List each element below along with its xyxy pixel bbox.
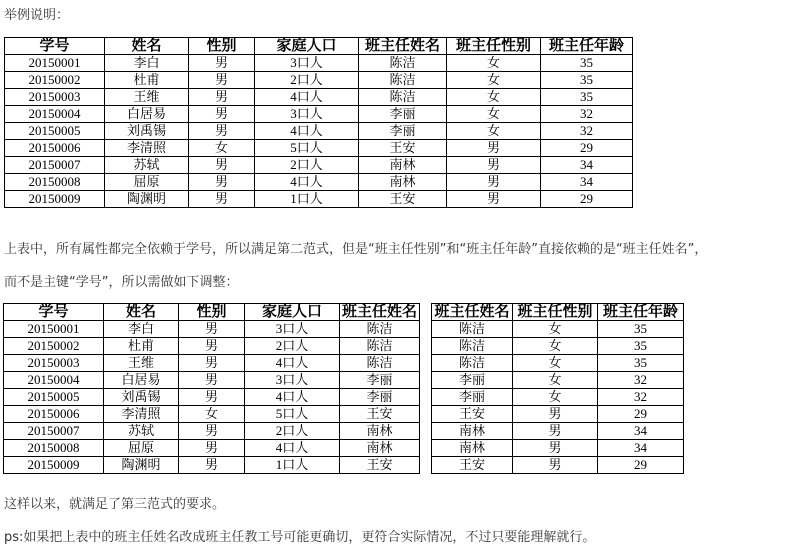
- table-cell: 35: [541, 55, 633, 72]
- ps-note: ps:如果把上表中的班主任姓名改成班主任教工号可能更确切，更符合实际情况，不过只要能理解就行。: [4, 530, 596, 545]
- table-cell: 男: [189, 123, 255, 140]
- table-row: [432, 440, 684, 457]
- table-row: [4, 406, 420, 423]
- column-header: 家庭人口: [255, 38, 359, 55]
- table-row: [5, 191, 633, 208]
- table-cell: 屈原: [105, 174, 189, 191]
- table-cell: 男: [513, 423, 598, 440]
- table-cell: 女: [513, 355, 598, 372]
- table-cell: 20150002: [5, 72, 105, 89]
- table-cell: 男: [179, 423, 245, 440]
- table-row: [432, 321, 684, 338]
- table-cell: 男: [179, 457, 245, 474]
- table-cell: 李白: [104, 321, 179, 338]
- table-cell: 男: [179, 321, 245, 338]
- table-row: [5, 123, 633, 140]
- table-cell: 男: [447, 140, 541, 157]
- table-cell: 4口人: [255, 123, 359, 140]
- table-cell: 32: [541, 106, 633, 123]
- table-cell: 王维: [105, 89, 189, 106]
- table-cell: 32: [598, 372, 684, 389]
- table-cell: 20150009: [5, 191, 105, 208]
- table-row: [432, 355, 684, 372]
- table-row: [432, 372, 684, 389]
- table-cell: 2口人: [245, 338, 340, 355]
- table-cell: 2口人: [245, 423, 340, 440]
- table-cell: 20150008: [5, 174, 105, 191]
- table-cell: 男: [189, 106, 255, 123]
- table-cell: 35: [541, 72, 633, 89]
- table-row: [4, 321, 420, 338]
- table-header-row: [5, 38, 633, 55]
- table-cell: 女: [179, 406, 245, 423]
- table-cell: 34: [541, 174, 633, 191]
- table-row: [4, 457, 420, 474]
- table-row: [4, 338, 420, 355]
- table-cell: 20150007: [4, 423, 104, 440]
- table-cell: 20150002: [4, 338, 104, 355]
- table-cell: 34: [598, 440, 684, 457]
- table-cell: 女: [447, 55, 541, 72]
- table-cell: 李丽: [432, 372, 513, 389]
- table-row: [4, 389, 420, 406]
- table-row: [4, 440, 420, 457]
- table-cell: 女: [513, 338, 598, 355]
- table-cell: 4口人: [245, 440, 340, 457]
- student-table: [3, 303, 420, 474]
- table-cell: 1口人: [255, 191, 359, 208]
- column-header: 家庭人口: [245, 304, 340, 321]
- table-cell: 1口人: [245, 457, 340, 474]
- table-cell: 20150005: [4, 389, 104, 406]
- intro-text: 举例说明：: [4, 8, 70, 23]
- table-cell: 李丽: [432, 389, 513, 406]
- table-cell: 李清照: [104, 406, 179, 423]
- table-cell: 女: [513, 321, 598, 338]
- table-cell: 29: [541, 140, 633, 157]
- table-cell: 屈原: [104, 440, 179, 457]
- table-cell: 女: [447, 72, 541, 89]
- table-cell: 2口人: [255, 157, 359, 174]
- table-cell: 李清照: [105, 140, 189, 157]
- column-header: 班主任姓名: [340, 304, 420, 321]
- table-cell: 35: [598, 338, 684, 355]
- table-cell: 女: [447, 106, 541, 123]
- table-cell: 20150005: [5, 123, 105, 140]
- table-cell: 35: [598, 321, 684, 338]
- table-cell: 王安: [432, 457, 513, 474]
- table-cell: 男: [179, 355, 245, 372]
- table-cell: 20150006: [5, 140, 105, 157]
- table-cell: 陈洁: [359, 55, 447, 72]
- explanation-line-2: 而不是主键“学号”，所以需做如下调整：: [4, 275, 239, 290]
- table-cell: 女: [447, 89, 541, 106]
- table-cell: 王安: [340, 406, 420, 423]
- column-header: 班主任年龄: [598, 304, 684, 321]
- table-row: [5, 157, 633, 174]
- table-cell: 李丽: [340, 372, 420, 389]
- table-row: [5, 140, 633, 157]
- table-cell: 女: [189, 140, 255, 157]
- table-cell: 34: [598, 423, 684, 440]
- table-cell: 4口人: [255, 89, 359, 106]
- table-row: [5, 72, 633, 89]
- table-row: [432, 338, 684, 355]
- column-header: 班主任姓名: [359, 38, 447, 55]
- table-cell: 男: [179, 338, 245, 355]
- table-cell: 32: [598, 389, 684, 406]
- table-cell: 白居易: [104, 372, 179, 389]
- table-cell: 王安: [359, 140, 447, 157]
- table-cell: 女: [513, 389, 598, 406]
- table-cell: 杜甫: [104, 338, 179, 355]
- column-header: 班主任性别: [513, 304, 598, 321]
- table-cell: 男: [447, 191, 541, 208]
- table-cell: 3口人: [255, 55, 359, 72]
- table-cell: 5口人: [245, 406, 340, 423]
- column-header: 班主任姓名: [432, 304, 513, 321]
- column-header: 姓名: [105, 38, 189, 55]
- table-cell: 20150009: [4, 457, 104, 474]
- column-header: 学号: [4, 304, 104, 321]
- table-cell: 陈洁: [432, 338, 513, 355]
- table-cell: 男: [447, 157, 541, 174]
- table-cell: 陈洁: [340, 321, 420, 338]
- table-cell: 4口人: [245, 389, 340, 406]
- table-cell: 35: [541, 89, 633, 106]
- table-cell: 陶渊明: [105, 191, 189, 208]
- table-cell: 20150004: [4, 372, 104, 389]
- table-cell: 陈洁: [359, 89, 447, 106]
- table-cell: 王维: [104, 355, 179, 372]
- table-row: [5, 106, 633, 123]
- table-cell: 男: [179, 372, 245, 389]
- teacher-table: [431, 303, 684, 474]
- column-header: 班主任年龄: [541, 38, 633, 55]
- table-cell: 陈洁: [340, 338, 420, 355]
- table-row: [432, 423, 684, 440]
- table-cell: 男: [513, 457, 598, 474]
- table-cell: 男: [447, 174, 541, 191]
- table-cell: 20150003: [5, 89, 105, 106]
- table-cell: 4口人: [245, 355, 340, 372]
- table-cell: 20150003: [4, 355, 104, 372]
- table-cell: 男: [189, 174, 255, 191]
- table-cell: 29: [541, 191, 633, 208]
- table-cell: 20150004: [5, 106, 105, 123]
- table-cell: 20150007: [5, 157, 105, 174]
- table-cell: 29: [598, 406, 684, 423]
- table-cell: 苏轼: [105, 157, 189, 174]
- table-row: [432, 457, 684, 474]
- table-row: [5, 55, 633, 72]
- table-cell: 南林: [340, 423, 420, 440]
- table-cell: 29: [598, 457, 684, 474]
- table-cell: 陶渊明: [104, 457, 179, 474]
- table-cell: 20150001: [5, 55, 105, 72]
- table-cell: 3口人: [245, 372, 340, 389]
- table-cell: 李丽: [340, 389, 420, 406]
- table-cell: 男: [513, 440, 598, 457]
- table-cell: 女: [447, 123, 541, 140]
- table-row: [432, 389, 684, 406]
- table-cell: 20150001: [4, 321, 104, 338]
- table-row: [4, 355, 420, 372]
- table-cell: 刘禹锡: [104, 389, 179, 406]
- table-row: [4, 423, 420, 440]
- table-cell: 南林: [359, 157, 447, 174]
- table-row: [432, 406, 684, 423]
- table-row: [5, 174, 633, 191]
- table-cell: 陈洁: [432, 355, 513, 372]
- table-cell: 王安: [432, 406, 513, 423]
- table-cell: 男: [189, 72, 255, 89]
- conclusion-text: 这样以来，就满足了第三范式的要求。: [4, 497, 226, 512]
- column-header: 姓名: [104, 304, 179, 321]
- table-cell: 刘禹锡: [105, 123, 189, 140]
- table-cell: 女: [513, 372, 598, 389]
- table-cell: 3口人: [245, 321, 340, 338]
- table-cell: 南林: [340, 440, 420, 457]
- table-cell: 王安: [359, 191, 447, 208]
- table-row: [5, 89, 633, 106]
- table-header-row: [432, 304, 684, 321]
- table-cell: 男: [189, 157, 255, 174]
- explanation-line-1: 上表中，所有属性都完全依赖于学号，所以满足第二范式，但是“班主任性别”和“班主任年龄”直接依赖的是“班主任姓名”，: [4, 242, 708, 257]
- table-header-row: [4, 304, 420, 321]
- table-cell: 男: [179, 389, 245, 406]
- table-cell: 3口人: [255, 106, 359, 123]
- table-cell: 陈洁: [340, 355, 420, 372]
- table-row: [4, 372, 420, 389]
- table-cell: 南林: [432, 440, 513, 457]
- table-cell: 陈洁: [359, 72, 447, 89]
- table-cell: 王安: [340, 457, 420, 474]
- table-cell: 4口人: [255, 174, 359, 191]
- table-cell: 5口人: [255, 140, 359, 157]
- table-cell: 男: [189, 55, 255, 72]
- table-cell: 2口人: [255, 72, 359, 89]
- table-cell: 男: [189, 191, 255, 208]
- column-header: 性别: [189, 38, 255, 55]
- table-cell: 白居易: [105, 106, 189, 123]
- table-cell: 男: [179, 440, 245, 457]
- table-cell: 男: [513, 406, 598, 423]
- column-header: 班主任性别: [447, 38, 541, 55]
- table-cell: 李丽: [359, 106, 447, 123]
- table-cell: 35: [598, 355, 684, 372]
- table-cell: 20150006: [4, 406, 104, 423]
- table-cell: 20150008: [4, 440, 104, 457]
- table-cell: 34: [541, 157, 633, 174]
- table-cell: 南林: [359, 174, 447, 191]
- table-cell: 杜甫: [105, 72, 189, 89]
- table-cell: 苏轼: [104, 423, 179, 440]
- table-cell: 南林: [432, 423, 513, 440]
- table-cell: 32: [541, 123, 633, 140]
- table-cell: 李丽: [359, 123, 447, 140]
- original-table: [4, 37, 633, 208]
- column-header: 性别: [179, 304, 245, 321]
- table-cell: 李白: [105, 55, 189, 72]
- column-header: 学号: [5, 38, 105, 55]
- table-cell: 陈洁: [432, 321, 513, 338]
- table-cell: 男: [189, 89, 255, 106]
